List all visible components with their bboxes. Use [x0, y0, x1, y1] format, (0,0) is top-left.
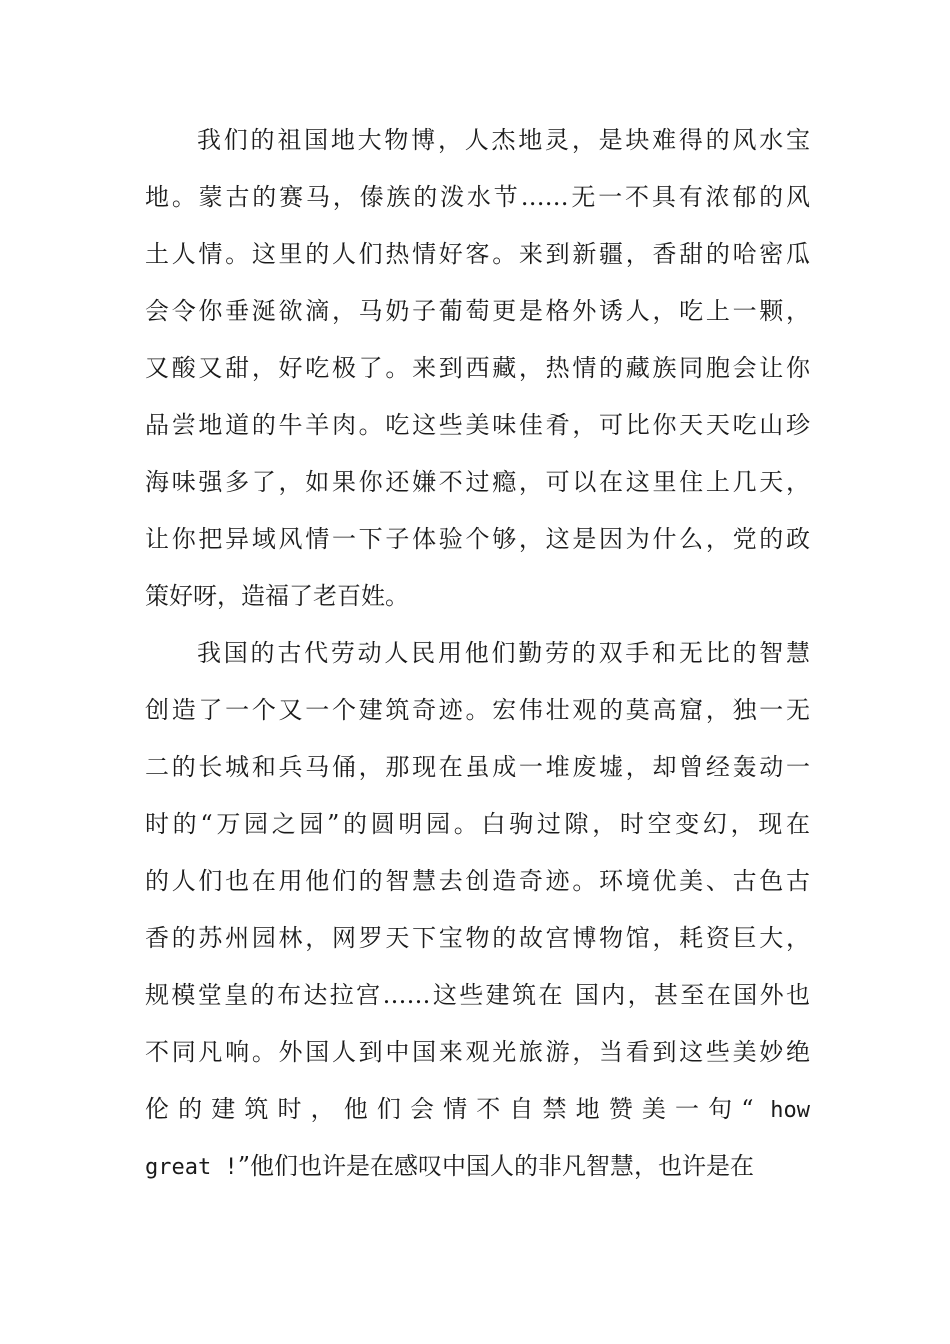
paragraph-2	[145, 625, 810, 1195]
paragraph-line	[145, 1081, 810, 1138]
paragraph-line-text: 伦的建筑时，他们会情不自禁地赞美一句“	[145, 1095, 754, 1123]
paragraph-line: 我国的古代劳动人民用他们勤劳的双手和无比的智慧	[197, 639, 810, 667]
paragraph-line: 不同凡响。外国人到中国来观光旅游，当看到这些美妙绝	[145, 1038, 810, 1066]
paragraph-line: 创造了一个又一个建筑奇迹。宏伟壮观的莫高窟，独一无	[145, 696, 810, 724]
paragraph-line: 会令你垂涎欲滴，马奶子葡萄更是格外诱人，吃上一颗，	[145, 297, 810, 325]
paragraph-line: 又酸又甜，好吃极了。来到西藏，热情的藏族同胞会让你	[145, 354, 810, 382]
paragraph-line: 策好呀，造福了老百姓。	[145, 582, 409, 610]
paragraph-line: 让你把异域风情一下子体验个够，这是因为什么，党的政	[145, 525, 810, 553]
english-word-great: great !	[145, 1155, 238, 1180]
paragraph-line: 土人情。这里的人们热情好客。来到新疆，香甜的哈密瓜	[145, 240, 810, 268]
document-body	[145, 112, 810, 1195]
paragraph-line	[145, 1138, 810, 1195]
paragraph-line: 二的长城和兵马俑，那现在虽成一堆废墟，却曾经轰动一	[145, 753, 810, 781]
english-word-how: how	[770, 1098, 810, 1123]
paragraph-line-text: ”他们也许是在感叹中国人的非凡智慧，也许是在	[237, 1152, 754, 1180]
paragraph-line: 品尝地道的牛羊肉。吃这些美味佳肴，可比你天天吃山珍	[145, 411, 810, 439]
paragraph-1	[145, 112, 810, 625]
paragraph-line: 香的苏州园林，网罗天下宝物的故宫博物馆，耗资巨大，	[145, 924, 810, 952]
paragraph-line: 时的“万园之园”的圆明园。白驹过隙，时空变幻，现在	[145, 810, 810, 838]
paragraph-line: 我们的祖国地大物博，人杰地灵，是块难得的风水宝	[197, 126, 810, 154]
paragraph-line: 地。蒙古的赛马，傣族的泼水节……无一不具有浓郁的风	[145, 183, 810, 211]
paragraph-line: 海味强多了，如果你还嫌不过瘾，可以在这里住上几天，	[145, 468, 810, 496]
paragraph-line: 规模堂皇的布达拉宫……这些建筑在 国内，甚至在国外也	[145, 981, 810, 1009]
paragraph-line: 的人们也在用他们的智慧去创造奇迹。环境优美、古色古	[145, 867, 810, 895]
